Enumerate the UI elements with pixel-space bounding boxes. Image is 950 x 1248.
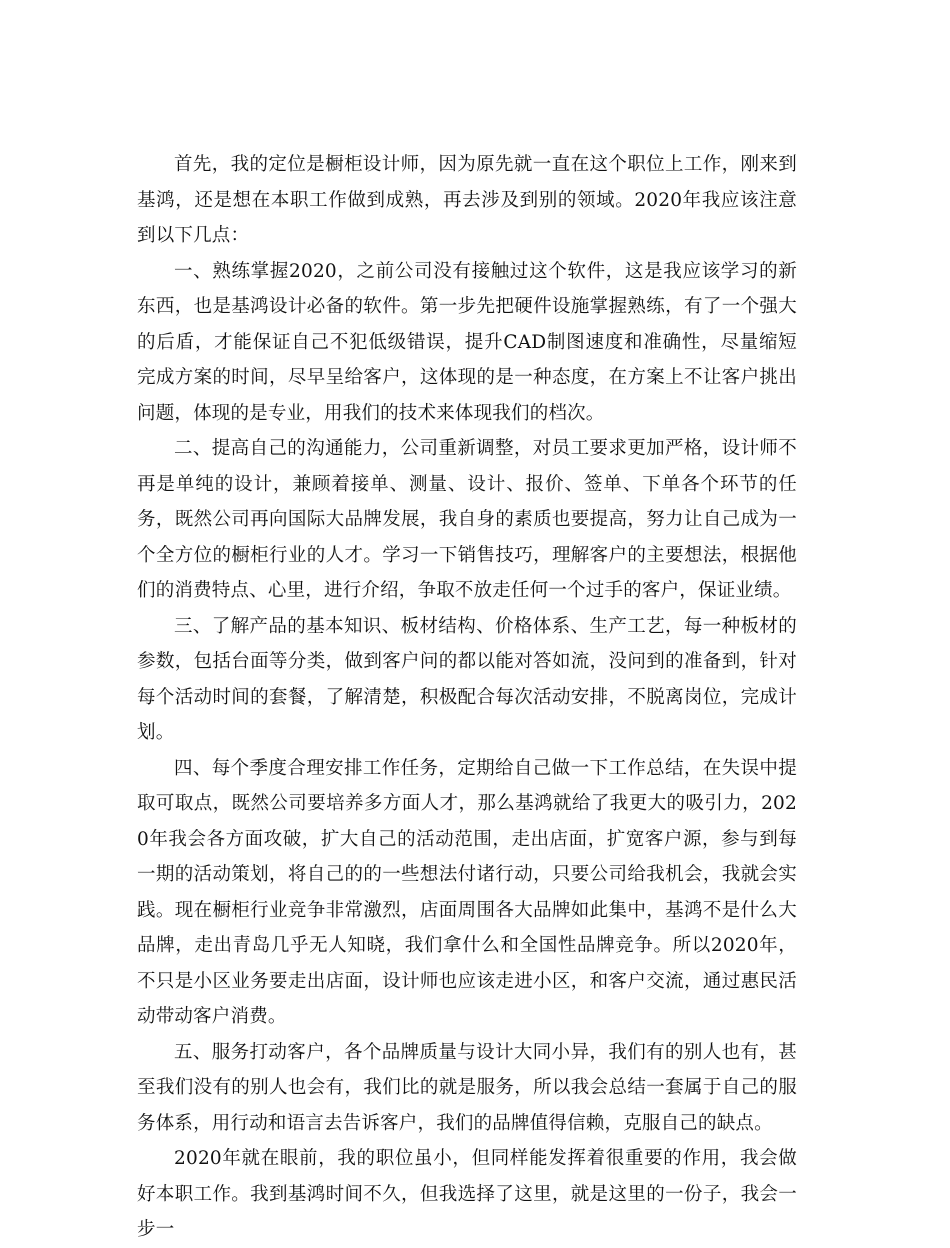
paragraph-point-five: 五、服务打动客户，各个品牌质量与设计大同小异，我们有的别人也有，甚至我们没有的别人也会有，我们比的就是服务，所以我会总结一套属于自己的服务体系，用行动和语言去告诉客户，我们的品牌值得信赖，克服自己的缺点。	[137, 1041, 797, 1134]
paragraph-point-two: 二、提高自己的沟通能力，公司重新调整，对员工要求更加严格，设计师不再是单纯的设计，兼顾着接单、测量、设计、报价、签单、下单各个环节的任务，既然公司再向国际大品牌发展，我自身的素质也要提高，努力让自己成为一个全方位的橱柜行业的人才。学习一下销售技巧，理解客户的主要想法，根据他们的消费特点、心里，进行介绍，争取不放走任何一个过手的客户，保证业绩。	[137, 438, 797, 601]
paragraph-intro: 首先，我的定位是橱柜设计师，因为原先就一直在这个职位上工作，刚来到基鸿，还是想在本职工作做到成熟，再去涉及到别的领域。2020年我应该注意到以下几点：	[137, 154, 797, 246]
paragraph-point-four: 四、每个季度合理安排工作任务，定期给自己做一下工作总结，在失误中提取可取点，既然公司要培养多方面人才，那么基鸿就给了我更大的吸引力，2020年我会各方面攻破，扩大自己的活动范围，走出店面，扩宽客户源，参与到每一期的活动策划，将自己的的一些想法付诸行动，只要公司给我机会，我就会实践。现在橱柜行业竞争非常激烈，店面周围各大品牌如此集中，基鸿不是什么大品牌，走出青岛几乎无人知晓，我们拿什么和全国性品牌竞争。所以2020年，不只是小区业务要走出店面，设计师也应该走进小区，和客户交流，通过惠民活动带动客户消费。	[137, 757, 797, 1027]
paragraph-closing: 2020年就在眼前，我的职位虽小，但同样能发挥着很重要的作用，我会做好本职工作。我到基鸿时间不久，但我选择了这里，就是这里的一份子，我会一步一	[137, 1148, 797, 1240]
paragraph-point-three: 三、了解产品的基本知识、板材结构、价格体系、生产工艺，每一种板材的参数，包括台面等分类，做到客户问的都以能对答如流，没问到的准备到，针对每个活动时间的套餐，了解清楚，积极配合每次活动安排，不脱离岗位，完成计划。	[137, 615, 797, 743]
paragraph-point-one: 一、熟练掌握2020，之前公司没有接触过这个软件，这是我应该学习的新东西，也是基鸿设计必备的软件。第一步先把硬件设施掌握熟练，有了一个强大的后盾，才能保证自己不犯低级错误，提升CAD制图速度和准确性，尽量缩短完成方案的时间，尽早呈给客户，这体现的是一种态度，在方案上不让客户挑出问题，体现的是专业，用我们的技术来体现我们的档次。	[137, 260, 797, 424]
document-body	[137, 147, 797, 1248]
